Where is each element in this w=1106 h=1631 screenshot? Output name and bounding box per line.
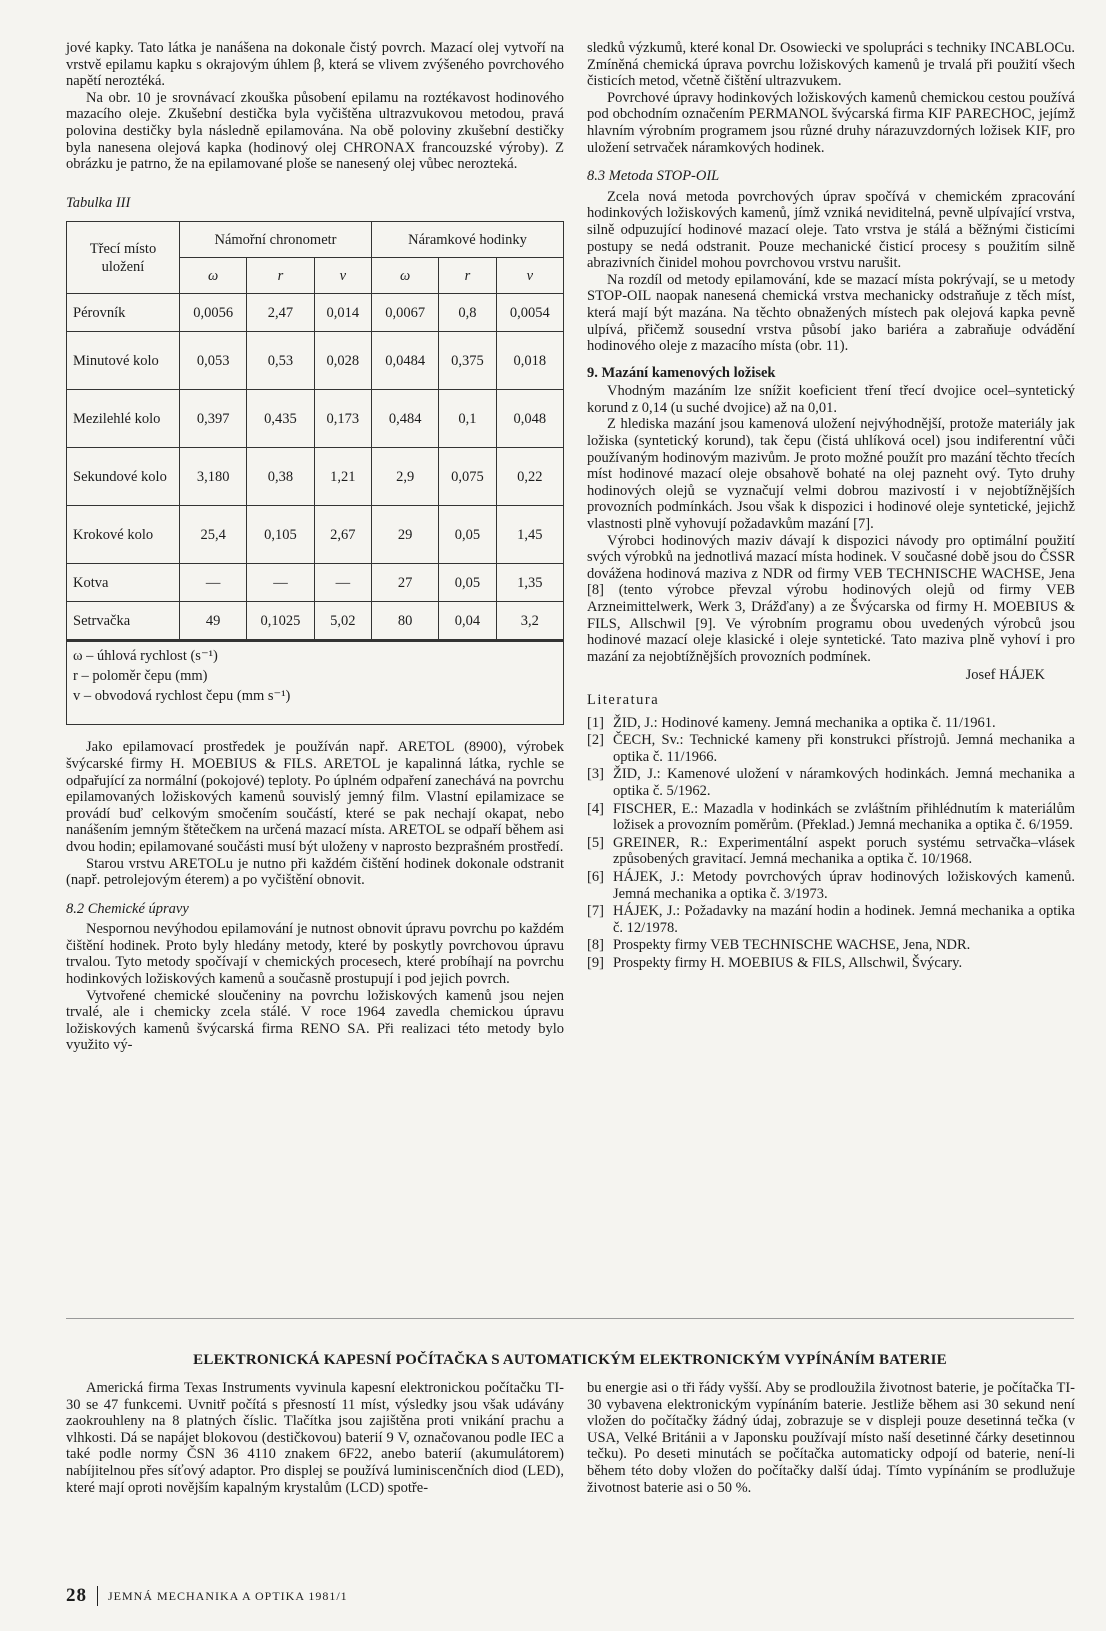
table-cell: 0,1	[439, 390, 496, 448]
table-cell: 0,05	[439, 564, 496, 602]
table-cell: 29	[371, 506, 438, 564]
table-cell: —	[314, 564, 371, 602]
reference-text: ČECH, Sv.: Technické kameny při konstrukci přístrojů. Jemná mechanika a optika č. 11/1966.	[613, 732, 1075, 765]
reference-item	[587, 732, 1075, 765]
table-cell: 0,435	[247, 390, 314, 448]
table-cell: 49	[180, 602, 247, 640]
paragraph: Na obr. 10 je srovnávací zkouška působení epilamu na roztékavost hodinového mazacího oleje. Zkušební destička byla vyčištěna ultrazvukovou metodou, pravá polovina destičky byla následně epilamována. Na obě poloviny zkušební destičky byla nanesena olejová kapka (hodinový olej CHRONAX francouzské výroby). Z obrázku je patrno, že na epilamované ploše se nanesený olej vůbec nerozteká.	[66, 89, 564, 173]
paragraph: jové kapky. Tato látka je nanášena na dokonale čistý povrch. Mazací olej vytvoří na vrstvě epilamu kapku s okrajovým úhlem β, která se vlivem zvýšeného povrchového napětí neroztéká.	[66, 40, 564, 90]
table-cell: 0,105	[247, 506, 314, 564]
reference-text: HÁJEK, J.: Metody povrchových úprav hodinových ložiskových kamenů. Jemná mechanika a optika č. 3/1973.	[613, 868, 1075, 902]
reference-number: [5]	[587, 834, 604, 851]
table-cell: 25,4	[180, 506, 247, 564]
news-heading: ELEKTRONICKÁ KAPESNÍ POČÍTAČKA S AUTOMATICKÝM ELEKTRONICKÝM VYPÍNÁNÍM BATERIE	[193, 1352, 947, 1368]
page-footer	[66, 1585, 348, 1607]
table-row	[67, 332, 564, 390]
reference-text: FISCHER, E.: Mazadla v hodinkách se zvláštním přihlédnutím k materiálům ložisek a provozním poměrům. (Překlad.) Jemná mechanika a optika č. 6/1959.	[613, 800, 1075, 834]
reference-number: [3]	[587, 766, 604, 783]
table-subheader: v	[314, 258, 371, 294]
reference-item	[587, 869, 1075, 902]
legend-item: v – obvodová rychlost čepu (mm s⁻¹)	[73, 688, 291, 705]
table-cell: 0,53	[247, 332, 314, 390]
reference-item	[587, 937, 1075, 954]
paragraph: bu energie asi o tři řády vyšší. Aby se prodloužila životnost baterie, je počítačka TI-30 vybavena elektronickým vypínáním baterie. Jestliže během asi 30 sekund není vložen do počítačky žádný údaj, zobrazuje se v displeji pouze desetinná tečka (v USA, Velké Británii a v Japonsku používají místo naší desetinné čárky desetinnou tečku). Po deseti minutách se počítačka automaticky odpojí od baterie, není-li během této doby vložen do počítačky další údaj. Tímto vypínáním se prodlužuje životnost baterie asi o 50 %.	[587, 1380, 1075, 1496]
table-cell: 0,048	[496, 390, 563, 448]
section-heading: 8.3 Metoda STOP-OIL	[587, 168, 720, 185]
reference-number: [9]	[587, 954, 604, 971]
reference-text: ŽID, J.: Kamenové uložení v náramkových hodinkách. Jemná mechanika a optika č. 5/1962.	[613, 766, 1075, 799]
table-cell: 2,67	[314, 506, 371, 564]
table-subheader: r	[439, 258, 496, 294]
news-right-column	[587, 1380, 1075, 1496]
reference-number: [7]	[587, 903, 604, 920]
table-row	[67, 390, 564, 448]
table-subheader: r	[247, 258, 314, 294]
reference-number: [6]	[587, 868, 604, 885]
reference-text: ŽID, J.: Hodinové kameny. Jemná mechanika a optika č. 11/1961.	[613, 714, 996, 731]
row-label: Mezilehlé kolo	[67, 390, 180, 448]
legend-item: r – poloměr čepu (mm)	[73, 668, 208, 685]
row-label: Kotva	[67, 564, 180, 602]
table-cell: 0,0067	[371, 294, 438, 332]
reference-number: [2]	[587, 732, 604, 749]
table-row	[67, 564, 564, 602]
table-cell: 0,018	[496, 332, 563, 390]
table-subheader: ω	[180, 258, 247, 294]
reference-item	[587, 801, 1075, 834]
reference-item	[587, 955, 1075, 972]
table-cell: 0,38	[247, 448, 314, 506]
reference-item	[587, 835, 1075, 868]
references-heading: Literatura	[587, 691, 660, 708]
table-cell: 0,397	[180, 390, 247, 448]
row-label: Setrvačka	[67, 602, 180, 640]
table-row	[67, 448, 564, 506]
left-column	[66, 40, 564, 1054]
row-label: Pérovník	[67, 294, 180, 332]
table-subheader: ω	[371, 258, 438, 294]
table-cell: 0,0054	[496, 294, 563, 332]
table-cell: 2,47	[247, 294, 314, 332]
table-row	[67, 506, 564, 564]
paragraph: Vytvořené chemické sloučeniny na povrchu ložiskových kamenů jsou nejen trvalé, ale i chemicky zcela stálé. V roce 1964 zavedla chemickou úpravu ložiskových kamenů švýcarská firma RENO SA. Při realizaci této metody bylo využito vý-	[66, 987, 564, 1054]
table-group-header: Náramkové hodinky	[371, 222, 563, 258]
reference-number: [1]	[587, 714, 604, 731]
table-cell: 0,028	[314, 332, 371, 390]
table-cell: 0,22	[496, 448, 563, 506]
reference-text: HÁJEK, J.: Požadavky na mazání hodin a hodinek. Jemná mechanika a optika č. 12/1978.	[613, 903, 1075, 936]
reference-item	[587, 766, 1075, 799]
reference-item	[587, 903, 1075, 936]
reference-list	[587, 715, 1075, 972]
section-heading: 9. Mazání kamenových ložisek	[587, 364, 776, 381]
table-cell: 3,180	[180, 448, 247, 506]
row-label: Minutové kolo	[67, 332, 180, 390]
table-cell: 0,0056	[180, 294, 247, 332]
paragraph: Výrobci hodinových maziv dávají k dispozici návody pro optimální použití svých výrobků na jednotlivá mazací místa hodinek. V současné době jsou do ČSSR dovážena hodinová maziva z NDR od firmy VEB TECHNISCHE WACHSE, Jena [8] (tento výrobce převzal výrobu hodinových olejů od firmy VEB Arzneimittelwerk, Werk 3, Drážďany) a ze Švýcarska od firmy H. MOEBIUS & FILS, Allschwil [9]. Ve výrobním programu obou uvedených výrobců jsou hodinové mazací oleje klasické i oleje syntetické. Tato maziva plně vyhoví i pro mazání za nejobtížnějších provozních podmínek.	[587, 532, 1075, 665]
table-cell: 0,04	[439, 602, 496, 640]
table-cell: 0,173	[314, 390, 371, 448]
footer-divider	[97, 1586, 98, 1606]
row-label: Krokové kolo	[67, 506, 180, 564]
table-cell: 0,014	[314, 294, 371, 332]
reference-text: Prospekty firmy VEB TECHNISCHE WACHSE, Jena, NDR.	[613, 937, 971, 954]
table-cell: —	[180, 564, 247, 602]
reference-text: Prospekty firmy H. MOEBIUS & FILS, Allschwil, Švýcary.	[613, 954, 963, 971]
table-corner-header: Třecí místo uložení	[67, 222, 180, 294]
reference-number: [8]	[587, 937, 604, 954]
news-left-column	[66, 1380, 564, 1496]
table-cell: 1,35	[496, 564, 563, 602]
row-label: Sekundové kolo	[67, 448, 180, 506]
reference-number: [4]	[587, 800, 604, 817]
friction-table	[66, 221, 564, 640]
section-heading: 8.2 Chemické úpravy	[66, 900, 189, 917]
table-cell: 0,484	[371, 390, 438, 448]
journal-name: JEMNÁ MECHANIKA A OPTIKA 1981/1	[108, 1588, 348, 1603]
table-cell: 3,2	[496, 602, 563, 640]
section-divider	[66, 1318, 1074, 1319]
paragraph: Povrchové úpravy hodinkových ložiskových kamenů chemickou cestou používá pod obchodním označením PERMANOL švýcarská firma KIF PARECHOC, jejímž hlavním výrobním programem jsou různé druhy nárazuvzdorných ložisek KIF, pro uložení setrvaček náramkových hodinek.	[587, 89, 1075, 156]
table-subheader: v	[496, 258, 563, 294]
paragraph: Vhodným mazáním lze snížit koeficient tření třecí dvojice ocel–syntetický korund z 0,14 (u suché dvojice) až na 0,01.	[587, 383, 1075, 416]
table-cell: 1,45	[496, 506, 563, 564]
paragraph: Americká firma Texas Instruments vyvinula kapesní elektronickou počítačku TI-30 se 47 funkcemi. Uvnitř počítá s přesností 11 míst, výsledky jsou však udávány zaokrouhleny na 8 platných číslic. Tlačítka jsou zajištěna proti vnikání prachu a vlhkosti. Dá se napájet blokovou (destičkovou) baterií 9 V, označovanou podle IEC a také podle normy ČSN 36 4110 znakem 6F22, anebo baterií (akumulátorem) nabíjitelnou přes síťový adaptor. Pro displej se používá luminiscenčních diod (LED), které mají oproti novějším kapalným krystalům (LCD) spotře-	[66, 1380, 564, 1496]
table-cell: 0,05	[439, 506, 496, 564]
table-cell: 80	[371, 602, 438, 640]
page-number: 28	[66, 1585, 87, 1606]
table-cell: 5,02	[314, 602, 371, 640]
table-cell: 0,0484	[371, 332, 438, 390]
table-cell: 0,053	[180, 332, 247, 390]
table-legend	[66, 640, 564, 725]
paragraph: Nespornou nevýhodou epilamování je nutnost obnovit úpravu povrchu po každém čištění hodinek. Proto byly hledány metody, které by poskytly povrchovou úpravu trvalou. Tyto metody spočívají v chemických procesech, které probíhají na povrchu hodinkových ložiskových kamenů a současně prostupují i pod jejich povrch.	[66, 921, 564, 988]
table-row	[67, 294, 564, 332]
legend-item: ω – úhlová rychlost (s⁻¹)	[73, 648, 218, 665]
table-row	[67, 602, 564, 640]
paragraph: Na rozdíl od metody epilamování, kde se mazací místa pokrývají, se u metody STOP-OIL naopak nanesená chemická vrstva mechanicky odstraňuje z těch míst, která mají být mazána. Na těchto obnažených místech pak olejová kapka pevně ulpívá, přičemž sousední vrstva působí jako bariéra a zabraňuje odvádění hodinového oleje z mazacího místa (obr. 11).	[587, 271, 1075, 355]
table-caption: Tabulka III	[66, 194, 131, 211]
table-cell: —	[247, 564, 314, 602]
right-column	[587, 40, 1075, 972]
table-cell: 2,9	[371, 448, 438, 506]
table-group-header: Námořní chronometr	[180, 222, 372, 258]
author-signature: Josef HÁJEK	[965, 667, 1045, 684]
table-cell: 0,075	[439, 448, 496, 506]
reference-text: GREINER, R.: Experimentální aspekt poruch systému setrvačka–vlásek způsobených gravitací. Jemná mechanika a optika č. 10/1968.	[613, 834, 1075, 868]
paragraph: Starou vrstvu ARETOLu je nutno při každém čištění hodinek dokonale odstranit (např. petrolejovým éterem) a po vyčištění obnovit.	[66, 855, 564, 889]
reference-item	[587, 715, 1075, 732]
table-cell: 0,8	[439, 294, 496, 332]
paragraph: sledků výzkumů, které konal Dr. Osowiecki ve spolupráci s techniky INCABLOCu. Zmíněná chemická úprava povrchu ložiskových kamenů je trvalá při použití všech čisticích metod, včetně čištění ultrazvukem.	[587, 40, 1075, 90]
paragraph: Zcela nová metoda povrchových úprav spočívá v chemickém zpracování hodinkových ložiskových kamenů, jímž vzniká neviditelná, pevně ulpívající vrstva, silně odpuzující hodinové mazací oleje. Tato vrstva je stálá a běžnými čisticími postupy se nedá odstranit. Pouze mechanické čisticí procesy s použitím silně abrazivních činidel mohou povrchovou vrstvu narušit.	[587, 188, 1075, 272]
table-cell: 1,21	[314, 448, 371, 506]
table-cell: 0,375	[439, 332, 496, 390]
paragraph: Z hlediska mazání jsou kamenová uložení nejvýhodnější, protože materiály jak ložiska (syntetický korund), tak čepu (čistá uhlíková ocel) jsou indiferentní vůči používaným hodinovým mazivům. Je proto možné použít pro mazání těchto třecích míst hodinové mazací oleje obsahově bohaté na olej pazneht ový. Tyto druhy hodinových olejů se vyznačují velmi dobrou mazivostí i v nejobtížnějších provozních podmínkách. Jsou však k dispozici i hodinové oleje syntetické, jejichž vlastnosti plně vyhovují požadavkům mazání [7].	[587, 416, 1075, 533]
table-cell: 0,1025	[247, 602, 314, 640]
table-cell: 27	[371, 564, 438, 602]
paragraph: Jako epilamovací prostředek je používán např. ARETOL (8900), výrobek švýcarské firmy H. MOEBIUS & FILS. ARETOL je kapalinná látka, rychle se odpařující za normální (pokojové) teploty. Po úplném odpaření zanechává na povrchu epilamovaných ložiskových kamenů souvislý jemný film. Vlastní epilamizace se provádí buď celkovým smočením součástí, které se pak nechají okapat, nebo nanášením jemným štětečkem na určená mazací místa. ARETOL se odpaří během asi dvou hodin; epilamované součásti musí být uloženy v naprosto bezprašném prostředí.	[66, 739, 564, 855]
